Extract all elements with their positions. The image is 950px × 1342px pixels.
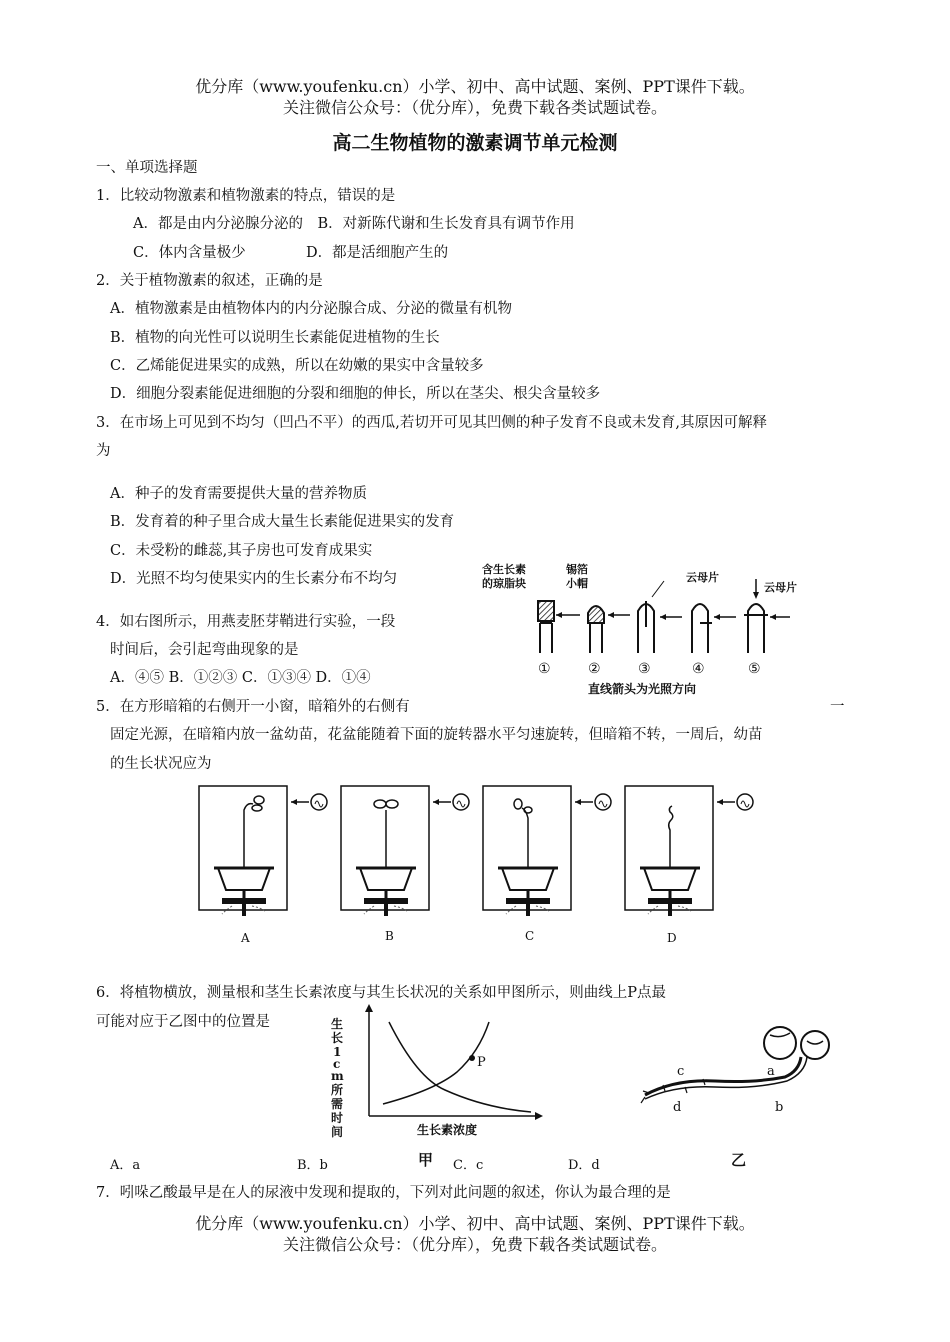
- curve-stem: [383, 1022, 489, 1104]
- box-d: [625, 786, 753, 916]
- coleoptile-figure: [468, 555, 828, 703]
- label-agar-1: 含生长素: [482, 563, 526, 576]
- q1-option-c: C．体内含量极少: [133, 245, 246, 261]
- label-d: d: [673, 1100, 682, 1115]
- ylabel-char-6: 需: [331, 1097, 344, 1111]
- caption-jia: 甲: [418, 1151, 434, 1169]
- label-c: c: [677, 1064, 685, 1079]
- label-a: a: [767, 1064, 775, 1079]
- q6-stem-line-1: 6．将植物横放，测量根和茎生长素浓度与其生长状况的关系如甲图所示，则曲线上P点最: [96, 985, 666, 1001]
- page-title: 高二生物植物的激素调节单元检测: [332, 132, 618, 154]
- coleoptile-2: [588, 606, 604, 653]
- q6-option-b: B．b: [297, 1158, 328, 1173]
- q2-option-b: B．植物的向光性可以说明生长素能促进植物的生长: [110, 330, 440, 346]
- leaf-1: [764, 1027, 796, 1059]
- ylabel-char-7: 时: [331, 1111, 344, 1125]
- curve-root: [389, 1022, 531, 1112]
- q3-stem-line-1: 3．在市场上可见到不均匀（凹凸不平）的西瓜,若切开可见其凹侧的种子发育不良或未发育,其原因可解释: [96, 415, 767, 431]
- caption-yi: 乙: [731, 1151, 747, 1169]
- coleoptile-5: [744, 604, 768, 653]
- ylabel-char-4: m: [331, 1069, 344, 1083]
- q3-option-b: B．发育着的种子里合成大量生长素能促进果实的发育: [110, 514, 455, 530]
- header-line-2: 关注微信公众号：（优分库），免费下载各类试题试卷。: [282, 98, 667, 117]
- plant-yi: [635, 1015, 860, 1120]
- label-b: b: [775, 1100, 784, 1115]
- fig-num-4: ④: [692, 661, 705, 677]
- point-p: [469, 1055, 475, 1061]
- coleoptile-4: [692, 604, 712, 653]
- q6-option-c: C．c: [453, 1158, 484, 1173]
- q1-stem: 1．比较动物激素和植物激素的特点，错误的是: [96, 188, 396, 204]
- plant-stem: [645, 1057, 801, 1095]
- xlabel: 生长素浓度: [417, 1123, 478, 1137]
- label-agar-2: 的琼脂块: [482, 577, 526, 590]
- fig-num-1: ①: [538, 661, 551, 677]
- ylabel-char-0: 生: [331, 1017, 344, 1031]
- footer-line-2: 关注微信公众号：（优分库），免费下载各类试题试卷。: [282, 1235, 667, 1254]
- q4-stem-line-2: 时间后，会引起弯曲现象的是: [110, 642, 299, 658]
- q6-option-a: A．a: [110, 1158, 141, 1173]
- seedling-box-figure: [195, 782, 775, 947]
- q5-stem-line-2: 固定光源，在暗箱内放一盆幼苗，花盆能随着下面的旋转器水平匀速旋转，但暗箱不转，一周后，幼苗: [110, 727, 763, 743]
- q2-option-a: A．植物激素是由植物体内的内分泌腺合成、分泌的微量有机物: [110, 301, 512, 317]
- q3-option-d: D．光照不均匀使果实内的生长素分布不均匀: [110, 571, 398, 587]
- ylabel-char-5: 所: [331, 1083, 344, 1097]
- coleoptile-3: [638, 601, 654, 653]
- box-a: [199, 786, 327, 916]
- fig-num-5: ⑤: [748, 661, 761, 677]
- label-mica-2: 云母片: [764, 581, 797, 594]
- box-c: [483, 786, 611, 916]
- box-label-b: B: [385, 929, 394, 943]
- ylabel-char-2: 1: [333, 1045, 342, 1059]
- q1-option-d: D．都是活细胞产生的: [306, 245, 449, 261]
- label-foil-2: 小帽: [566, 577, 588, 590]
- q2-option-c: C．乙烯能促进果实的成熟，所以在幼嫩的果实中含量较多: [110, 358, 484, 374]
- box-label-a: A: [241, 931, 250, 945]
- box-b: [341, 786, 469, 916]
- q2-stem: 2．关于植物激素的叙述，正确的是: [96, 273, 323, 289]
- label-mica-1: 云母片: [686, 571, 719, 584]
- leaf-2: [801, 1031, 829, 1059]
- label-foil-1: 锡箔: [566, 563, 588, 576]
- q3-option-c: C．未受粉的雌蕊,其子房也可发育成果实: [110, 543, 373, 559]
- coleoptile-1: [538, 601, 554, 653]
- header-line-1: 优分库（www.youfenku.cn）小学、初中、高中试题、案例、PPT课件下载。: [195, 77, 755, 96]
- q5-stem-line-3: 的生长状况应为: [110, 756, 212, 772]
- q4-stem-line-1: 4．如右图所示，用燕麦胚芽鞘进行实验，一段: [96, 614, 396, 630]
- q4-options: A．④⑤ B．①②③ C．①③④ D．①④: [110, 670, 371, 686]
- section-heading: 一、单项选择题: [96, 160, 198, 176]
- box-label-d: D: [667, 931, 677, 945]
- point-p-label: P: [477, 1055, 486, 1070]
- graph-jia: [325, 1000, 555, 1175]
- fig-num-3: ③: [638, 661, 651, 677]
- q7-stem: 7．吲哚乙酸最早是在人的尿液中发现和提取的，下列对此问题的叙述，你认为最合理的是: [96, 1185, 671, 1201]
- q6-stem-line-2: 可能对应于乙图中的位置是: [96, 1014, 270, 1030]
- q5-stem-line-1-end: 一: [830, 699, 845, 715]
- fig4-caption: 直线箭头为光照方向: [588, 682, 697, 696]
- ylabel-char-3: c: [333, 1057, 341, 1071]
- fig-num-2: ②: [588, 661, 601, 677]
- ylabel-char-8: 间: [331, 1125, 344, 1139]
- q1-options-ab: A．都是由内分泌腺分泌的 B．对新陈代谢和生长发育具有调节作用: [133, 216, 575, 232]
- ylabel-char-1: 长: [331, 1031, 344, 1045]
- q5-stem-line-1: 5．在方形暗箱的右侧开一小窗，暗箱外的右侧有: [96, 699, 410, 715]
- q3-option-a: A．种子的发育需要提供大量的营养物质: [110, 486, 367, 502]
- q2-option-d: D．细胞分裂素能促进细胞的分裂和细胞的伸长，所以在茎尖、根尖含量较多: [110, 386, 601, 402]
- box-label-c: C: [525, 929, 535, 943]
- q3-stem-line-2: 为: [96, 443, 111, 459]
- q6-option-d: D．d: [568, 1158, 600, 1173]
- footer-line-1: 优分库（www.youfenku.cn）小学、初中、高中试题、案例、PPT课件下载。: [195, 1214, 755, 1233]
